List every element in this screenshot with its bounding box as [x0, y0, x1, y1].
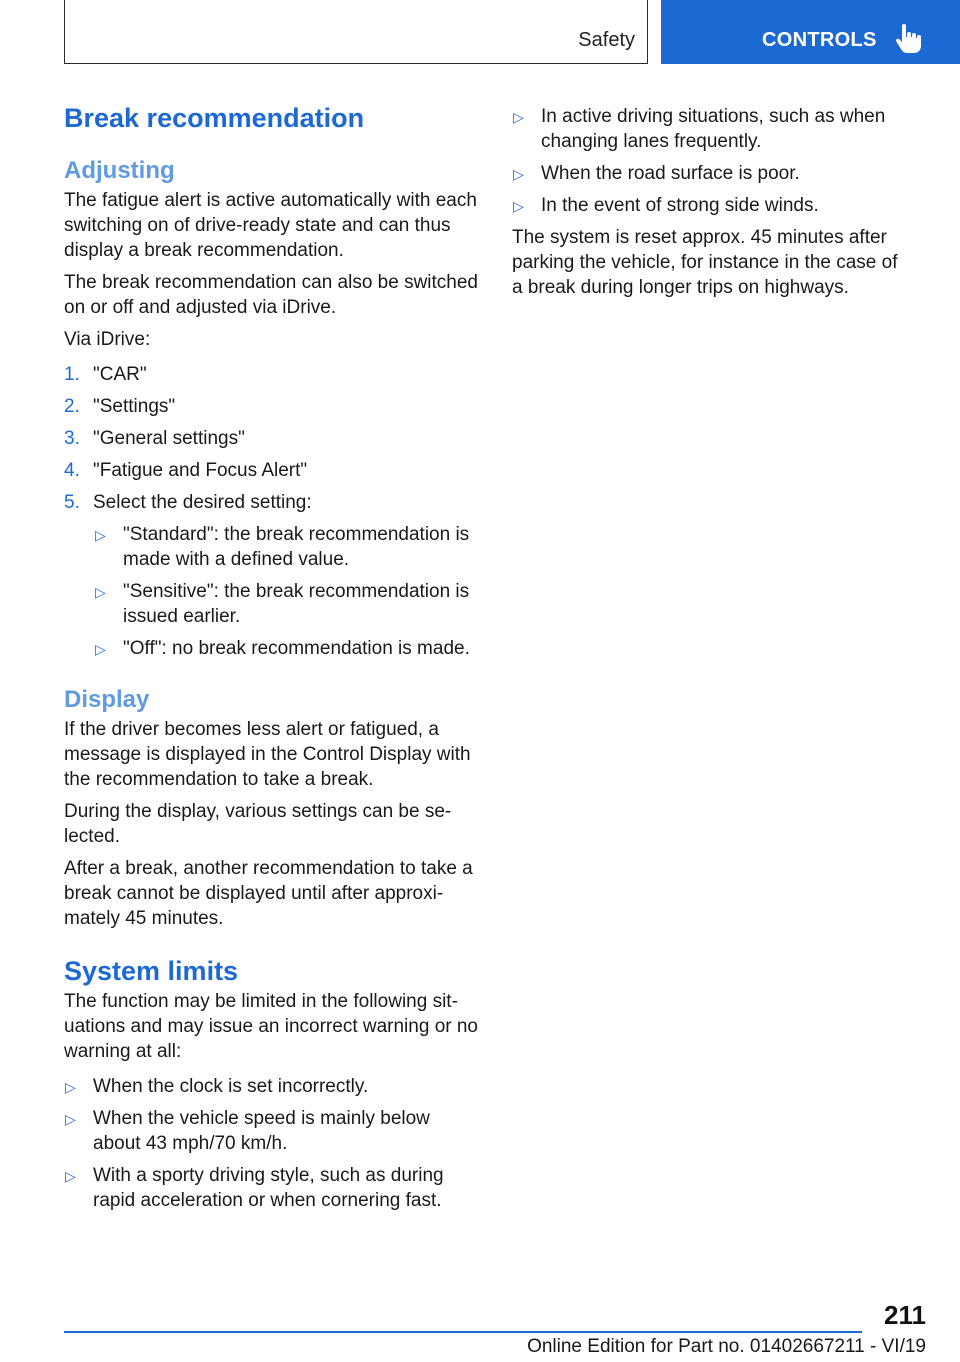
right-column — [512, 104, 912, 307]
list-item — [64, 1163, 480, 1213]
step-number: 2. — [64, 396, 80, 417]
option-text: "Standard": the break recommendation is made with a defined value. — [123, 524, 470, 570]
step-text: "General settings" — [93, 428, 245, 449]
triangle-bullet-icon: ▷ — [95, 641, 106, 657]
system-limits-list — [64, 1074, 480, 1213]
adjusting-heading: Adjusting — [64, 157, 175, 184]
step-text: "Settings" — [93, 396, 176, 417]
footer-edition: Online Edition for Part no. 01402667211 - VI/19 — [527, 1336, 926, 1357]
footer-divider — [64, 1331, 862, 1333]
triangle-bullet-icon: ▷ — [95, 527, 106, 543]
list-item — [64, 362, 480, 387]
system-limits-list-continued — [512, 104, 912, 218]
triangle-bullet-icon: ▷ — [65, 1111, 76, 1127]
adjusting-paragraph-3: Via iDrive: — [64, 329, 151, 350]
system-limits-heading: System limits — [64, 956, 239, 986]
reset-paragraph: The system is reset approx. 45 minutes after parking the vehicle, for instance in the case of a break during longer trips on highways. — [512, 227, 898, 298]
step-text: Select the desired setting: — [93, 492, 312, 513]
display-heading: Display — [64, 686, 150, 713]
step-number: 5. — [64, 492, 80, 513]
list-item — [64, 1106, 480, 1156]
step-number: 4. — [64, 460, 80, 481]
step-number: 3. — [64, 428, 80, 449]
triangle-bullet-icon: ▷ — [65, 1168, 76, 1184]
limit-text: With a sporty driving style, such as during rapid acceleration or when cornering fast. — [93, 1165, 444, 1211]
list-item — [512, 161, 912, 186]
page-title: Break recommendation — [64, 103, 365, 133]
page-number: 211 — [884, 1300, 926, 1330]
limit-text: In the event of strong side winds. — [541, 195, 819, 216]
list-item — [94, 522, 480, 572]
list-item — [94, 579, 480, 629]
step-text: "CAR" — [93, 364, 147, 385]
limit-text: In active driving situations, such as when changing lanes frequently. — [541, 106, 886, 152]
adjusting-paragraph-2: The break recommendation can also be switched on or off and adjusted via iDrive. — [64, 272, 479, 318]
triangle-bullet-icon: ▷ — [513, 109, 524, 125]
list-item — [64, 458, 480, 483]
step-number: 1. — [64, 364, 80, 385]
display-paragraph-1: If the driver becomes less alert or fatigued, a message is displayed in the Control Display with the recommendation to take a break. — [64, 719, 471, 790]
list-item — [64, 394, 480, 419]
header-chapter-box — [661, 0, 960, 64]
system-limits-paragraph: The function may be limited in the following sit‐ uations and may issue an incorrect warning or no warning at all: — [64, 991, 479, 1062]
list-item — [64, 426, 480, 451]
hand-pointer-icon — [895, 24, 921, 54]
option-text: "Sensitive": the break recommendation is issued earlier. — [123, 581, 470, 627]
list-item — [512, 193, 912, 218]
list-item — [94, 636, 480, 661]
left-column — [64, 100, 480, 1220]
triangle-bullet-icon: ▷ — [95, 584, 106, 600]
header-section-title: Safety — [578, 29, 635, 51]
limit-text: When the vehicle speed is mainly below about 43 mph/70 km/h. — [93, 1108, 430, 1154]
adjusting-paragraph-1: The fatigue alert is active automatically with each switching on of drive-ready state and can thus display a break recommendation. — [64, 190, 477, 261]
step-text: "Fatigue and Focus Alert" — [93, 460, 308, 481]
limit-text: When the road surface is poor. — [541, 163, 800, 184]
triangle-bullet-icon: ▷ — [513, 166, 524, 182]
triangle-bullet-icon: ▷ — [65, 1079, 76, 1095]
list-item — [64, 1074, 480, 1099]
limit-text: When the clock is set incorrectly. — [93, 1076, 369, 1097]
option-text: "Off": no break recommendation is made. — [123, 638, 470, 659]
triangle-bullet-icon: ▷ — [513, 198, 524, 214]
idrive-steps-list — [64, 362, 480, 661]
list-item — [64, 490, 480, 515]
list-item — [512, 104, 912, 154]
header-section-box — [64, 0, 648, 64]
display-paragraph-3: After a break, another recommendation to take a break cannot be displayed until after approxi‐ mately 45 minutes. — [64, 858, 473, 929]
display-paragraph-2: During the display, various settings can be se‐ lected. — [64, 801, 452, 847]
header-chapter-title: CONTROLS — [762, 29, 877, 51]
